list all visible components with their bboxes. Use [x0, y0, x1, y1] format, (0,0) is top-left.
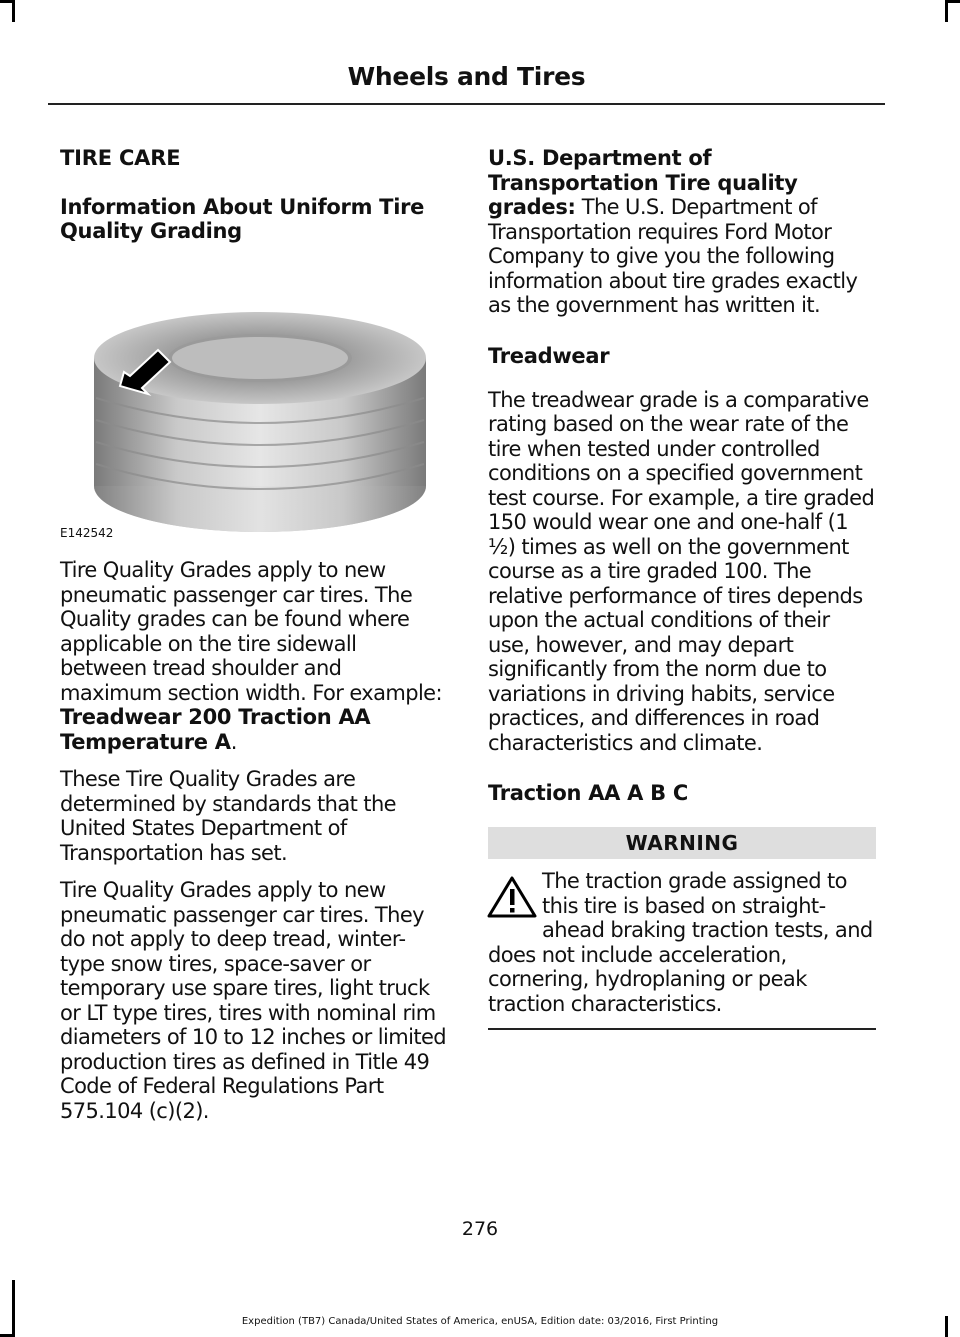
warning-rule [488, 1028, 876, 1030]
section-title: TIRE CARE [60, 146, 181, 170]
treadwear-heading: Treadwear [488, 343, 610, 368]
tire-illustration [60, 258, 448, 558]
crop-mark [945, 0, 948, 22]
paragraph-exclusions: Tire Quality Grades apply to new pneumatic passenger car tires. They do not apply to deep tread, winter-type snow tires, space-saver or temporary use spare tires, light truck or LT type tires, tires with nominal rim diameters of 10 to 12 inches or limited production tires as defined in Title 49 Code of Federal Regulations Part 575.104 (c)(2). [60, 878, 447, 1123]
crop-mark [948, 0, 960, 3]
paragraph-text: Tire Quality Grades apply to new pneumatic passenger car tires. The Quality grades can be found where applicable on the tire sidewall between tread shoulder and maximum section width. For example: [60, 558, 442, 705]
paragraph-dot [488, 146, 876, 318]
figure-code: E142542 [60, 526, 114, 540]
warning-block [488, 869, 876, 1016]
tire-icon [60, 258, 448, 558]
crop-mark [12, 0, 15, 22]
paragraph-end: . [230, 729, 237, 754]
dot-heading: U.S. Department of Transportation Tire quality grades: [488, 146, 798, 219]
right-column [488, 146, 876, 1030]
crop-mark [0, 0, 12, 3]
dot-text: The U.S. Department of Transportation requires Ford Motor Company to give you the following information about tire grades exactly as the government has written it. [488, 195, 858, 317]
page-number: 276 [461, 1218, 499, 1240]
traction-heading: Traction AA A B C [488, 781, 688, 805]
page-header-title: Wheels and Tires [48, 62, 885, 105]
sub-heading: Information About Uniform Tire Quality Grading [60, 195, 425, 243]
footer-text: Expedition (TB7) Canada/United States of America, enUSA, Edition date: 03/2016, First Printing [241, 1316, 719, 1327]
warning-triangle-icon [486, 875, 538, 919]
paragraph-quality-grades [60, 558, 448, 754]
paragraph-treadwear: The treadwear grade is a comparative rating based on the wear rate of the tire when tested under controlled conditions on a specified government test course. For example, a tire graded 150 would wear one and one-half (1 ½) times as well on the government course as a tire graded 100. The relative performance of tires depends upon the actual conditions of their use, however, and may depart significantly from the norm due to variations in driving habits, service practices, and differences in road characteristics and climate. [488, 387, 875, 755]
paragraph-standards: These Tire Quality Grades are determined by standards that the United States Department of Transportation has set. [60, 767, 396, 865]
warning-text: The traction grade assigned to this tire is based on straight-ahead braking traction tests, and does not include acceleration, cornering, hydroplaning or peak traction characteristics. [488, 869, 873, 1016]
crop-mark [12, 1280, 15, 1337]
example-grade: Treadwear 200 Traction AA Temperature A [60, 705, 371, 754]
left-column [60, 146, 448, 1136]
warning-label: WARNING [488, 827, 876, 859]
